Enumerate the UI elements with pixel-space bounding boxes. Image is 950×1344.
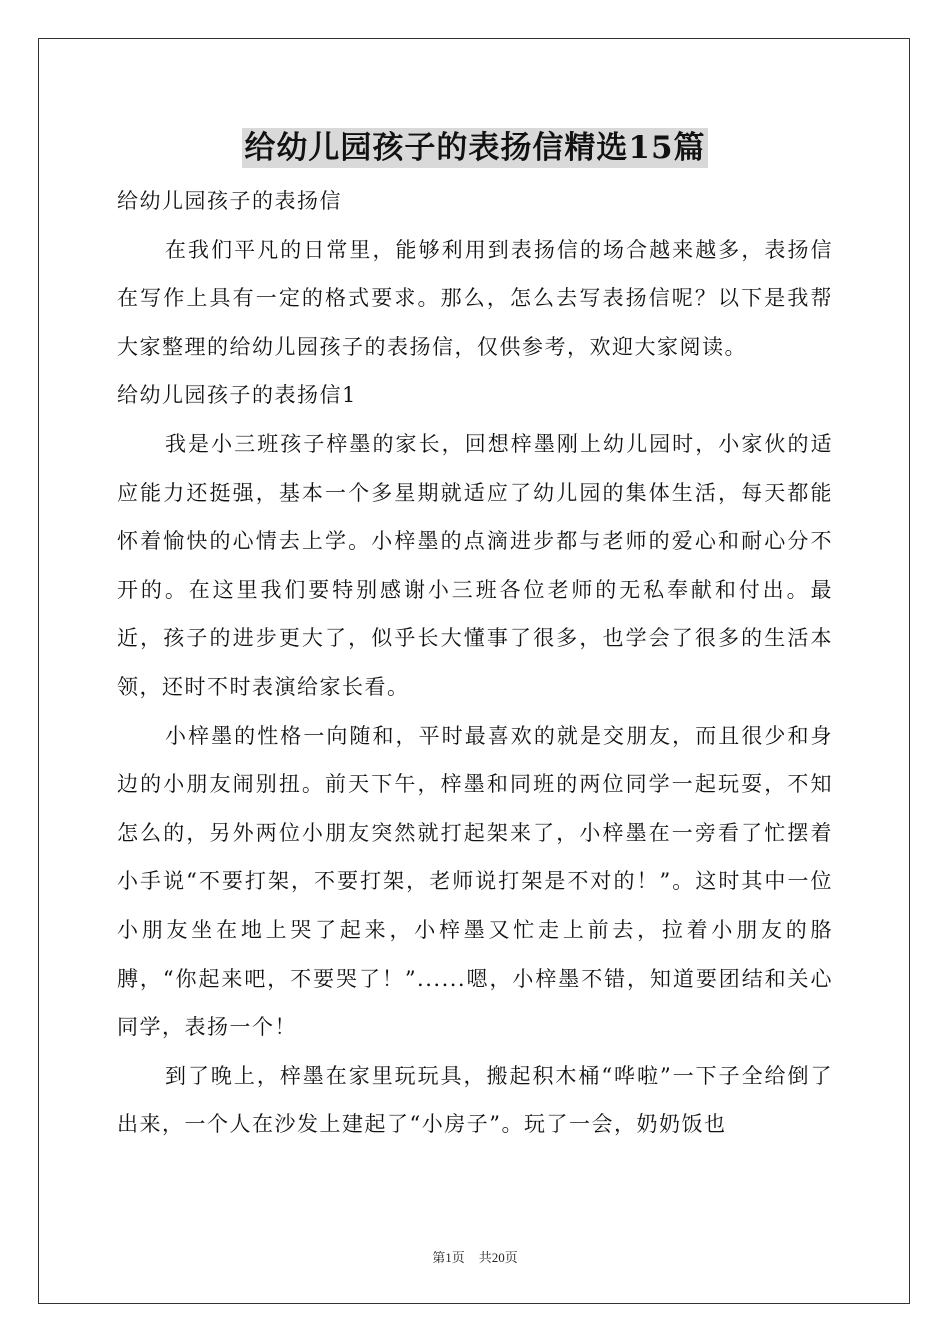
title-wrap [0,128,950,168]
section-heading: 给幼儿园孩子的表扬信 [117,189,342,213]
document-title: 给幼儿园孩子的表扬信精选15篇 [244,130,706,166]
document-body [117,177,833,1149]
body-paragraph: 到了晚上，梓墨在家里玩玩具，搬起积木桶“哗啦”一下子全给倒了出来，一个人在沙发上建起了“小房子”。玩了一会，奶奶饭也 [117,1063,833,1137]
page-number: 第1页 [432,1250,465,1265]
body-paragraph: 小梓墨的性格一向随和，平时最喜欢的就是交朋友，而且很少和身边的小朋友闹别扭。前天下午，梓墨和同班的两位同学一起玩耍，不知怎么的，另外两位小朋友突然就打起架来了，小梓墨在一旁看了忙摆着小手说“不要打架，不要打架，老师说打架是不对的！”。这时其中一位小朋友坐在地上哭了起来，小梓墨又忙走上前去，拉着小朋友的胳膊，“你起来吧，不要哭了！”......嗯，小梓墨不错，知道要团结和关心同学，表扬一个！ [117,723,833,1040]
page-footer [0,1247,950,1266]
letter-heading: 给幼儿园孩子的表扬信1 [117,383,357,408]
intro-paragraph: 在我们平凡的日常里，能够利用到表扬信的场合越来越多，表扬信在写作上具有一定的格式要求。那么，怎么去写表扬信呢？以下是我帮大家整理的给幼儿园孩子的表扬信，仅供参考，欢迎大家阅读。 [117,237,833,359]
body-paragraph: 我是小三班孩子梓墨的家长，回想梓墨刚上幼儿园时，小家伙的适应能力还挺强，基本一个多星期就适应了幼儿园的集体生活，每天都能怀着愉快的心情去上学。小梓墨的点滴进步都与老师的爱心和耐心分不开的。在这里我们要特别感谢小三班各位老师的无私奉献和付出。最近，孩子的进步更大了，似乎长大懂事了很多，也学会了很多的生活本领，还时不时表演给家长看。 [117,431,833,699]
page-total: 共20页 [478,1250,518,1265]
